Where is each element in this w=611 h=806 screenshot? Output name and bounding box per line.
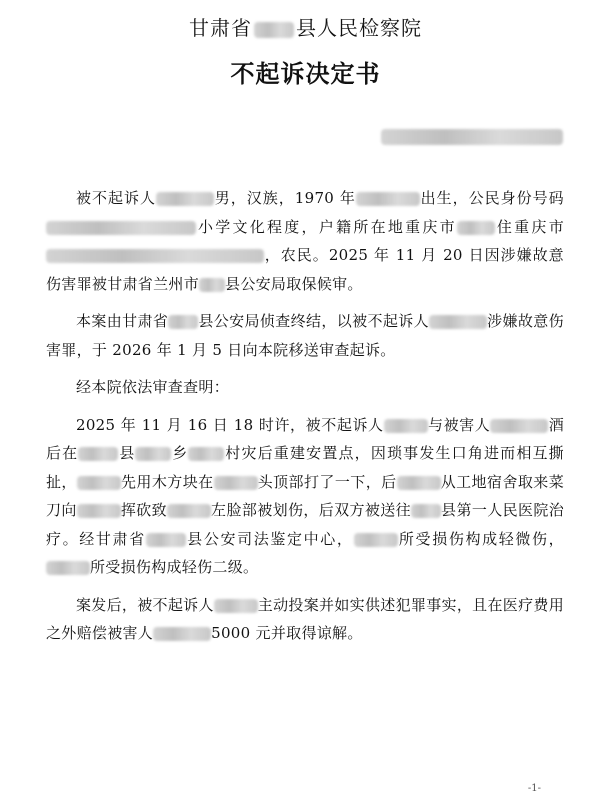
text-segment: 县第一人民医院治疗。经甘肃省 (46, 501, 565, 548)
text-segment: 村灾后重建安置点，因琐事发生口角进而相互撕扯， (46, 444, 564, 491)
redacted-district (199, 278, 225, 292)
redacted-name (214, 476, 258, 490)
redacted-name (167, 504, 211, 518)
redacted-name (429, 315, 487, 329)
text-segment: 县公安局侦查终结，以被不起诉人 (198, 312, 430, 330)
text-segment: 案发后，被不起诉人 (76, 595, 214, 614)
text-segment: 头顶部打了一下，后 (257, 472, 397, 491)
redacted-household (457, 221, 495, 235)
text-segment: 挥砍致 (120, 501, 167, 519)
redacted-victim-name (153, 627, 211, 641)
org-suffix: 县人民检察院 (296, 16, 422, 40)
text-segment: 出生，公民身份号码 (419, 189, 564, 207)
redacted-name (214, 599, 258, 613)
text-segment: 县公安司法鉴定中心， (185, 529, 354, 548)
redacted-township (135, 447, 171, 461)
redacted-name (397, 476, 441, 490)
text-segment: 本案由甘肃省 (76, 312, 169, 330)
redacted-village (188, 447, 224, 461)
redacted-name (46, 561, 90, 575)
document-title: 不起诉决定书 (230, 59, 381, 88)
redacted-address (46, 249, 264, 263)
redacted-name (384, 419, 428, 433)
document-number-redacted (381, 126, 563, 142)
redacted-name (77, 504, 121, 518)
text-segment: 被不起诉人 (76, 189, 157, 207)
text-segment: ，农民。2025 年 11 月 20 日因涉嫌故意伤害罪被甘肃省兰州市 (46, 246, 564, 293)
text-segment: 左脸部被划伤，后双方被送往 (210, 501, 411, 519)
text-segment: 先用木方块在 (120, 472, 214, 491)
paragraph-review-intro (46, 373, 564, 402)
document-body (46, 184, 564, 657)
redacted-county (168, 315, 198, 329)
text-segment: 小学文化程度，户籍所在地重庆市 (196, 217, 457, 236)
paragraph-defendant-info (46, 184, 564, 298)
redacted-name (156, 192, 214, 206)
text-segment: 涉嫌故意伤害罪，于 2026 年 1 月 5 日向本院移送审查起诉。 (46, 312, 564, 359)
text-segment: 酒后在 (46, 415, 564, 462)
text-segment: 男，汉族，1970 年 (214, 189, 356, 207)
redacted-document-number (381, 129, 563, 145)
text-segment: 从工地宿舍取来菜刀向 (46, 472, 564, 519)
text-segment: 乡 (171, 444, 189, 462)
redacted-id-number (46, 221, 196, 235)
redacted-victim-name (490, 419, 548, 433)
paragraph-case-transfer (46, 307, 564, 364)
text-segment: 县公安局取保候审。 (225, 274, 363, 293)
redacted-county (254, 22, 294, 38)
redacted-county (411, 504, 441, 518)
text-segment: 县 (118, 444, 136, 462)
text-segment: 住重庆市 (494, 217, 564, 236)
paragraph-after-incident (46, 591, 564, 648)
redacted-birthdate (356, 192, 420, 206)
text-segment: 主动投案并如实供述犯罪事实，且在医疗费用之外赔偿被害人 (46, 595, 564, 642)
org-prefix: 甘肃省 (189, 16, 252, 40)
text-segment: 所受损伤构成轻伤二级。 (90, 558, 259, 576)
text-segment: 2025 年 11 月 16 日 18 时许，被不起诉人 (76, 415, 384, 434)
text-segment: 5000 元并取得谅解。 (211, 624, 363, 642)
text-segment: 经本院依法审查查明： (76, 378, 230, 396)
page-number: -1- (527, 783, 541, 794)
paragraph-facts (46, 411, 564, 582)
redacted-place (146, 533, 186, 547)
text-segment: 与被害人 (427, 415, 491, 434)
redacted-name (354, 533, 398, 547)
procuratorate-name (0, 12, 611, 41)
text-segment: 所受损伤构成轻微伤， (397, 529, 564, 548)
redacted-name (77, 476, 121, 490)
redacted-place (78, 447, 118, 461)
